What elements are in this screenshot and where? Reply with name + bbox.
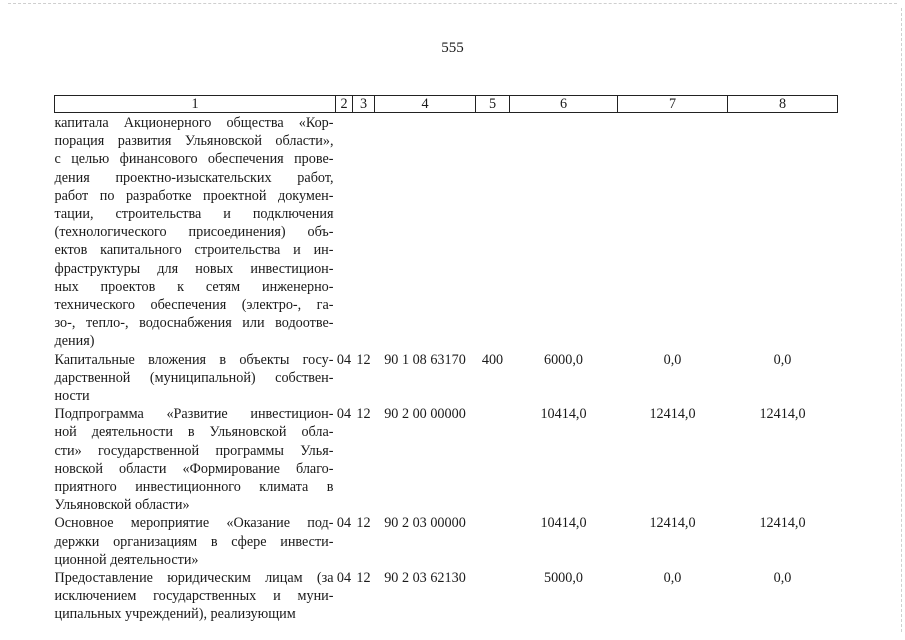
row-amount-year-3: 12414,0 xyxy=(759,406,806,423)
row-subsection-code: 12 xyxy=(356,570,371,587)
description-line: тации, строительства и подключения xyxy=(54,206,334,223)
row-section-code: 04 xyxy=(336,515,352,532)
row-amount-year-2 xyxy=(618,113,728,351)
row-description xyxy=(55,569,336,624)
row-target-article xyxy=(375,113,476,351)
row-amount-year-2: 0,0 xyxy=(663,570,682,587)
row-target-article: 90 2 03 62130 xyxy=(384,570,466,587)
row-target-article: 90 1 08 63170 xyxy=(384,351,466,368)
description-line: технического обеспечения (электро-, га- xyxy=(54,297,334,314)
column-header-6: 6 xyxy=(510,96,618,113)
row-expense-type xyxy=(476,569,510,624)
row-subsection-code xyxy=(353,113,375,351)
row-amount-year-3: 0,0 xyxy=(773,351,792,368)
table-row xyxy=(55,405,838,514)
description-line: дарственной (муниципальной) собствен- xyxy=(54,369,334,386)
row-subsection-code: 12 xyxy=(356,515,371,532)
row-subsection-code: 12 xyxy=(356,351,371,368)
row-amount-year-3: 12414,0 xyxy=(759,515,806,532)
description-line: новской области «Формирование благо- xyxy=(54,460,334,477)
row-section-code xyxy=(336,113,353,351)
row-amount-year-1 xyxy=(510,113,618,351)
row-description xyxy=(55,514,336,569)
row-amount-year-1: 5000,0 xyxy=(543,570,583,587)
description-line: работ по разработке проектной докумен- xyxy=(54,187,334,204)
row-amount-year-3: 0,0 xyxy=(773,570,792,587)
description-line: приятного инвестиционного климата в xyxy=(54,479,334,496)
description-line: исключением государственных и муни- xyxy=(54,588,334,605)
row-target-article: 90 2 00 00000 xyxy=(384,406,466,423)
description-line: Капитальные вложения в объекты госу- xyxy=(54,351,334,368)
page-edge-top xyxy=(8,3,897,4)
row-description xyxy=(55,113,336,351)
description-line: Основное мероприятие «Оказание под- xyxy=(54,515,334,532)
row-amount-year-2: 0,0 xyxy=(663,351,682,368)
column-header-2: 2 xyxy=(336,96,353,113)
table-row xyxy=(55,351,838,406)
row-amount-year-1: 10414,0 xyxy=(540,406,587,423)
description-line: с целью финансового обеспечения прове- xyxy=(54,151,334,168)
column-header-1: 1 xyxy=(55,96,336,113)
description-line: (технологического присоединения) объ- xyxy=(54,224,334,241)
row-amount-year-1: 10414,0 xyxy=(540,515,587,532)
row-expense-type xyxy=(476,514,510,569)
description-line: ционной деятельности» xyxy=(54,551,199,568)
description-line: держки организациям в сфере инвести- xyxy=(54,533,334,550)
row-amount-year-2: 12414,0 xyxy=(649,406,696,423)
row-target-article: 90 2 03 00000 xyxy=(384,515,466,532)
budget-table xyxy=(54,95,838,624)
header-row xyxy=(55,96,838,113)
description-line: ной деятельности в Ульяновской обла- xyxy=(54,424,334,441)
row-expense-type xyxy=(476,113,510,351)
column-header-3: 3 xyxy=(353,96,375,113)
description-line: ектов капитального строительства и ин- xyxy=(54,242,334,259)
column-header-8: 8 xyxy=(728,96,838,113)
description-line: зо-, тепло-, водоснабжения или водоотве- xyxy=(54,315,334,332)
row-description xyxy=(55,405,336,514)
row-expense-type: 400 xyxy=(481,351,504,368)
description-line: сти» государственной программы Улья- xyxy=(54,442,334,459)
description-line: фраструктуры для новых инвестицион- xyxy=(54,260,334,277)
description-line: Ульяновской области» xyxy=(54,497,190,514)
description-line: ципальных учреждений), реализующим xyxy=(54,606,296,623)
row-amount-year-3 xyxy=(728,113,838,351)
description-line: ности xyxy=(54,388,90,405)
description-line: капитала Акционерного общества «Кор- xyxy=(54,115,334,131)
table-row xyxy=(55,113,838,351)
row-expense-type xyxy=(476,405,510,514)
row-subsection-code: 12 xyxy=(356,406,371,423)
table-row xyxy=(55,514,838,569)
description-line: дения) xyxy=(54,333,95,350)
column-header-7: 7 xyxy=(618,96,728,113)
description-line: ных проектов к сетям инженерно- xyxy=(54,278,334,295)
description-line: дения проектно-изыскательских работ, xyxy=(54,169,334,186)
description-line: порация развития Ульяновской области», xyxy=(54,133,334,150)
row-section-code: 04 xyxy=(336,570,352,587)
row-description xyxy=(55,351,336,406)
page-number: 555 xyxy=(441,40,464,56)
column-header-4: 4 xyxy=(375,96,476,113)
table-row xyxy=(55,569,838,624)
column-header-5: 5 xyxy=(476,96,510,113)
row-section-code: 04 xyxy=(336,406,352,423)
description-line: Подпрограмма «Развитие инвестицион- xyxy=(54,406,334,423)
row-amount-year-1: 6000,0 xyxy=(543,351,583,368)
row-section-code: 04 xyxy=(336,351,352,368)
row-amount-year-2: 12414,0 xyxy=(649,515,696,532)
description-line: Предоставление юридическим лицам (за xyxy=(54,570,334,587)
page-edge-right xyxy=(901,8,902,632)
